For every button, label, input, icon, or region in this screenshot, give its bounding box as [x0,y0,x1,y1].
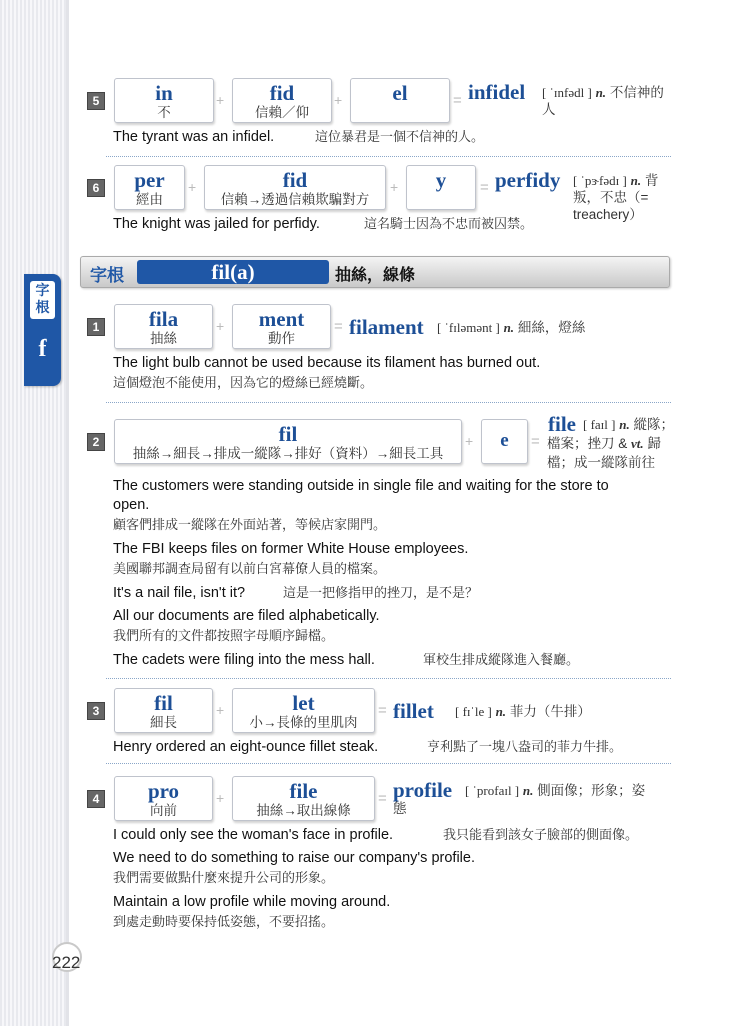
definition-text: 不信神的人 [542,85,664,117]
root-meaning: 向前 [150,803,177,818]
pronunciation: [ faɪl ] [583,417,616,432]
definition-text: 菲力（牛排） [509,704,591,719]
entry-divider [106,763,671,764]
part-of-speech: n. [495,704,507,719]
definition-line-3: 檔；成一縱隊前往 [547,455,655,470]
entry-file [87,412,677,672]
root-box [114,688,213,733]
example-en: It's a nail file, isn't it? [113,585,246,601]
entry-number: 5 [87,92,105,110]
plus-sign: + [465,433,474,449]
example-en: The customers were standing outside in single file and waiting for the store to [113,478,609,494]
part-of-speech: n. [619,417,630,432]
root-box [114,165,185,210]
example-en: The cadets were filing into the mess hall. [113,652,375,668]
root-box [204,165,386,210]
root-box [114,304,213,349]
headword: perfidy [495,168,561,192]
entry-number: 3 [87,702,105,720]
definition-text: 縱隊； [633,417,674,432]
part-of-speech: n. [630,173,642,188]
example-en: The knight was jailed for perfidy. [113,216,320,232]
example-zh: 這個燈泡不能使用，因為它的燈絲已經燒斷。 [113,375,374,390]
root-box [350,78,450,123]
root-text: fil [154,691,173,715]
example-en: All our documents are filed alphabetically. [113,608,380,624]
root-box [232,688,375,733]
root-box [114,78,214,123]
headword: fillet [393,699,434,723]
equals-sign: = [531,433,540,450]
example-zh: 這名騎士因為不忠而被囚禁。 [364,216,534,231]
entry-divider [106,678,671,679]
definition [437,319,677,336]
side-tab-letter: f [38,336,47,362]
root-box [232,78,332,123]
root-text: pro [147,779,180,803]
example-zh: 顧客們排成一縱隊在外面站著，等候店家開門。 [113,517,387,532]
entry-number: 1 [87,318,105,336]
root-text: file [289,779,318,803]
root-box [232,304,331,349]
definition-text: 側面像；形象；姿 [537,783,646,798]
part-of-speech: n. [595,85,607,100]
section-meaning: 抽絲，線條 [335,267,416,284]
example-zh: 軍校生排成縱隊進入餐廳。 [423,652,580,667]
entry-divider [106,402,671,403]
plus-sign: + [390,179,399,195]
example-zh: 亨利點了一塊八盎司的菲力牛排。 [427,739,623,754]
root-text: per [134,168,165,192]
part-of-speech: n. [503,320,515,335]
root-meaning: 動作 [268,331,295,346]
root-meaning: 經由 [136,192,163,207]
definition-text: 細絲，燈絲 [517,320,586,335]
page-edge-stripe [0,0,66,1026]
equals-sign: = [453,92,462,109]
plus-sign: + [216,790,225,806]
root-text: let [292,691,315,715]
equals-sign: = [334,318,343,335]
definition-text: 歸 [647,436,661,451]
example-zh: 美國聯邦調查局留有以前白宮幕僚人員的檔案。 [113,561,387,576]
entry-filament [87,304,677,396]
section-tag: 字根 [90,266,124,285]
root-box [114,419,462,464]
entry-number: 4 [87,790,105,808]
definition-line-2: 態 [393,801,407,816]
root-meaning: 抽絲 [150,331,177,346]
root-box [114,776,213,821]
example-en: The tyrant was an infidel. [113,129,275,145]
pronunciation: [ ˈprofaɪl ] [465,783,520,798]
section-header [80,256,670,288]
example-zh: 這位暴君是一個不信神的人。 [315,129,485,144]
root-meaning: 抽絲→取出線條 [256,803,351,818]
root-text: in [155,81,173,105]
root-meaning: 小→長條的里肌肉 [249,715,358,730]
definition [465,782,683,799]
part-of-speech: vt. [631,436,644,451]
pronunciation: [ fɪˈle ] [455,704,492,719]
pronunciation: [ ˈfɪləmənt ] [437,320,500,335]
example-en: Maintain a low profile while moving around. [113,894,391,910]
root-box [232,776,375,821]
definition-text: 背叛，不忠（= treachery） [573,173,659,222]
page-edge-shadow [66,0,69,1026]
equals-sign: = [378,702,387,719]
side-tab[interactable] [24,274,61,386]
definition-text: 檔案；挫刀 & [547,436,628,451]
definition [573,172,677,223]
page-number: 222 [52,953,81,972]
entry-divider [106,156,671,157]
plus-sign: + [216,702,225,718]
entry-number: 6 [87,179,105,197]
entry-infidel [87,78,677,150]
root-meaning: 抽絲→細長→排成一縱隊→排好（資料）→細長工具 [132,446,444,461]
plus-sign: + [216,318,225,334]
root-box [406,165,476,210]
side-tab-label: 字根 [30,281,55,319]
pronunciation: [ ˈpɝfədɪ ] [573,173,627,188]
root-text: e [500,430,509,451]
entry-fillet [87,688,677,760]
root-meaning: 信賴／仰 [255,105,309,120]
example-en: Henry ordered an eight-ounce fillet steak. [113,739,379,755]
root-text: y [435,168,447,192]
definition [583,416,683,433]
root-meaning: 不 [157,105,171,120]
entry-perfidy [87,165,677,237]
root-text: el [392,81,408,105]
root-meaning: 細長 [150,715,177,730]
example-zh: 我只能看到該女子臉部的側面像。 [443,827,639,842]
definition [542,84,677,118]
plus-sign: + [334,92,343,108]
root-text: fid [269,81,295,105]
example-en: We need to do something to raise our company's profile. [113,850,475,866]
part-of-speech: n. [522,783,534,798]
root-text: ment [258,307,305,331]
root-text: fila [148,307,179,331]
equals-sign: = [378,790,387,807]
entry-number: 2 [87,433,105,451]
entry-profile [87,776,677,931]
example-en-continued: open. [113,497,150,513]
example-zh: 到處走動時要保持低姿態，不要招搖。 [113,914,335,929]
example-en: I could only see the woman's face in profile. [113,827,394,843]
pronunciation: [ ˈɪnfədl ] [542,85,592,100]
root-text: fil [278,422,298,446]
example-zh: 這是一把修指甲的挫刀，是不是？ [283,585,479,600]
headword: file [548,412,576,436]
definition-line-2 [547,435,682,452]
example-zh: 我們需要做點什麼來提升公司的形象。 [113,870,335,885]
example-en: The light bulb cannot be used because its filament has burned out. [113,355,541,371]
root-box [481,419,528,464]
headword: infidel [468,80,526,104]
example-en: The FBI keeps files on former White House employees. [113,541,469,557]
plus-sign: + [188,179,197,195]
plus-sign: + [216,92,225,108]
root-meaning: 信賴→透過信賴欺騙對方 [220,192,370,207]
root-text: fid [282,168,308,192]
equals-sign: = [480,179,489,196]
headword: filament [349,315,424,339]
section-root: fil(a) [137,260,329,284]
headword: profile [393,778,453,802]
definition [455,703,685,720]
example-zh: 我們所有的文件都按照字母順序歸檔。 [113,628,335,643]
